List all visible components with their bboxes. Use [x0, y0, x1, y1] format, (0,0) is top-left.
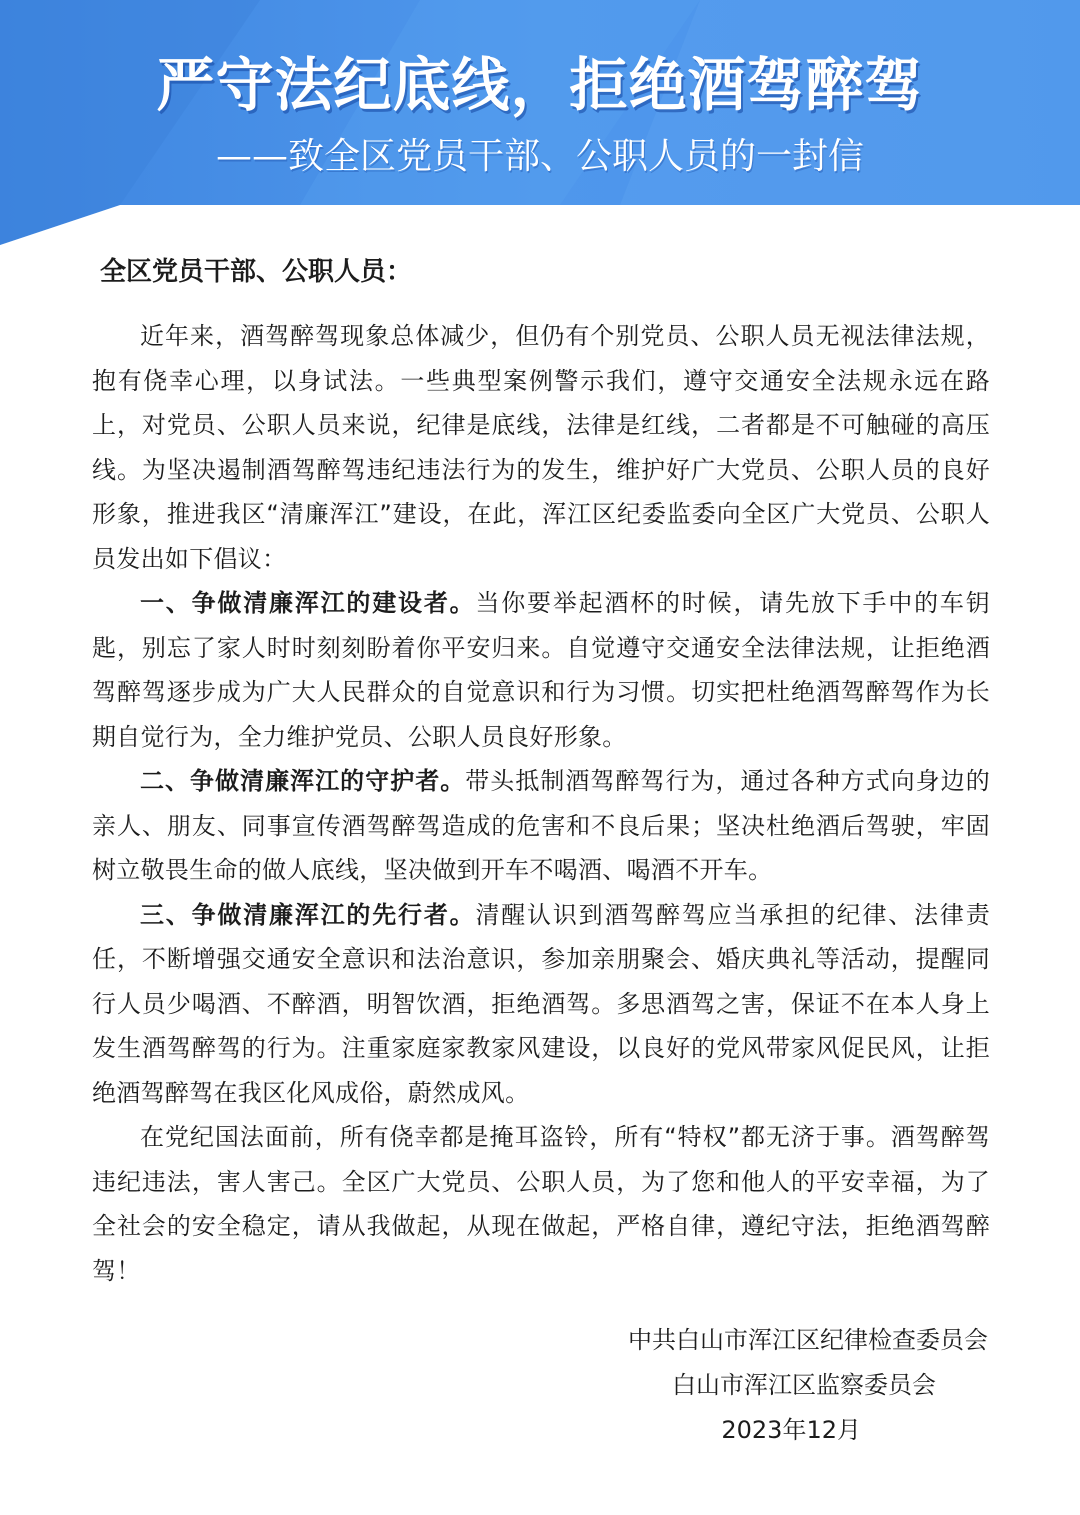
- intro-paragraph: 近年来，酒驾醉驾现象总体减少，但仍有个别党员、公职人员无视法律法规，抱有侥幸心理，以身试法。一些典型案例警示我们，遵守交通安全法规永远在路上，对党员、公职人员来说，纪律是底线，法律是红线，二者都是不可触碰的高压线。为坚决遏制酒驾醉驾违纪违法行为的发生，维护好广大党员、公职人员的良好形象，推进我区“清廉浑江”建设，在此，浑江区纪委监委向全区广大党员、公职人员发出如下倡议：: [92, 322, 990, 573]
- signature-block: [628, 1318, 988, 1453]
- initiative-paragraph-2: [92, 759, 990, 893]
- letter-body: [92, 314, 990, 1293]
- initiative-paragraph-1: [92, 581, 990, 759]
- page-title: 严守法纪底线，拒绝酒驾醉驾: [156, 51, 924, 119]
- initiative-heading-2: 二、争做清廉浑江的守护者。: [140, 767, 466, 795]
- initiative-heading-3: 三、争做清廉浑江的先行者。: [140, 900, 476, 929]
- closing-paragraph: 在党纪国法面前，所有侥幸都是掩耳盗铃，所有“特权”都无济于事。酒驾醉驾违纪违法，害人害己。全区广大党员、公职人员，为了您和他人的平安幸福，为了全社会的安全稳定，请从我做起，从现在做起，严格自律，遵纪守法，拒绝酒驾醉驾！: [92, 1123, 990, 1285]
- header-banner: [0, 0, 1080, 245]
- initiative-heading-1: 一、争做清廉浑江的建设者。: [140, 589, 476, 617]
- banner-background: [0, 0, 1080, 245]
- initiative-paragraph-3: [92, 893, 990, 1116]
- signature-org-discipline: 中共白山市浑江区纪律检查委员会: [628, 1326, 988, 1354]
- signature-org-supervision: 白山市浑江区监察委员会: [672, 1371, 936, 1399]
- initiative-text-2: 带头抵制酒驾醉驾行为，通过各种方式向身边的亲人、朋友、同事宣传酒驾醉驾造成的危害和不良后果；坚决杜绝酒后驾驶，牢固树立敬畏生命的做人底线，坚决做到开车不喝酒、喝酒不开车。: [92, 767, 990, 884]
- signature-date: 2023年12月: [721, 1416, 861, 1444]
- initiative-text-1: 当你要举起酒杯的时候，请先放下手中的车钥匙，别忘了家人时时刻刻盼着你平安归来。自觉遵守交通安全法律法规，让拒绝酒驾醉驾逐步成为广大人民群众的自觉意识和行为习惯。切实把杜绝酒驾醉驾作为长期自觉行为，全力维护党员、公职人员良好形象。: [92, 589, 990, 751]
- letter-salutation: 全区党员干部、公职人员：: [100, 257, 413, 287]
- page-subtitle: ——致全区党员干部、公职人员的一封信: [215, 136, 864, 177]
- initiative-text-3: 清醒认识到酒驾醉驾应当承担的纪律、法律责任，不断增强交通安全意识和法治意识，参加亲朋聚会、婚庆典礼等活动，提醒同行人员少喝酒、不醉酒，明智饮酒，拒绝酒驾。多思酒驾之害，保证不在本人身上发生酒驾醉驾的行为。注重家庭家教家风建设，以良好的党风带家风促民风，让拒绝酒驾醉驾在我区化风成俗，蔚然成风。: [92, 900, 990, 1107]
